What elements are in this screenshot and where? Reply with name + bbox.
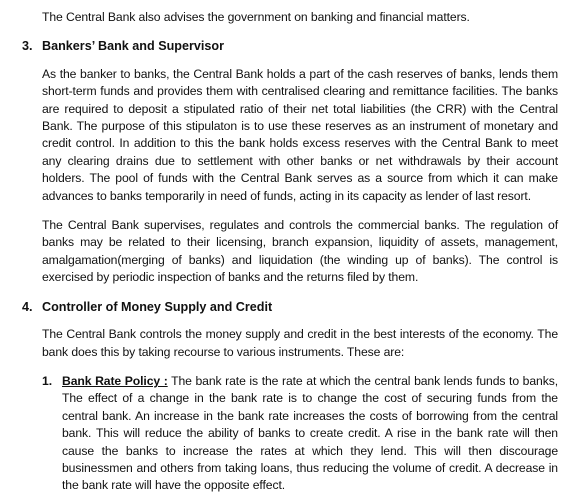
section-3-paragraph-1: As the banker to banks, the Central Bank holds a part of the cash reserves of banks, lends them short-term funds and provides them with centralised clearing and remittance facilities. The banks are required to deposit a stipulated ratio of their net total liabilities (the CRR) with the Central Bank. The purpose of this stipulaton is to use these reserves as an instrument of monetary and credit control. In addition to this the bank holds excess reserves with the Central Bank to meet any clearing drains due to settlement with other banks or net withdrawals by their account holders. The pool of funds with the Central Bank serves as a source from which it can make advances to banks temporarily in need of funds, acting in its capacity as lender of last resort.: [42, 66, 558, 203]
section-3-heading: [22, 38, 558, 55]
section-4-paragraph-1: The Central Bank controls the money supply and credit in the best interests of the economy. The bank does this by taking recourse to various instruments. These are:: [42, 327, 558, 359]
list-item-term: Bank Rate Policy :: [62, 373, 168, 388]
section-4-heading: [22, 299, 558, 316]
list-item-body: [62, 373, 558, 495]
section-4-number: 4.: [22, 299, 33, 314]
section-4-title: Controller of Money Supply and Credit: [42, 299, 273, 314]
list-item-number: 1.: [42, 373, 53, 388]
section-3-number: 3.: [22, 39, 33, 54]
list-item-bank-rate-policy: [42, 373, 558, 495]
list-item-text: The bank rate is the rate at which the central bank lends funds to banks, The effect of a change in the bank rate is to change the cost of securing funds from the central bank. An increase in the bank rate increases the costs of borrowing from the central bank. This will reduce the ability of banks to create credit. A rise in the bank rate will then cause the banks to increase the rates at which they lend. This will then discourage businessmen and others from taking loans, thus reducing the volume of credit. A decrease in the bank rate will have the opposite effect.: [62, 373, 558, 493]
intro-paragraph: The Central Bank also advises the government on banking and financial matters.: [42, 10, 470, 24]
section-3-title: Bankers’ Bank and Supervisor: [42, 39, 224, 54]
section-3-paragraph-2: The Central Bank supervises, regulates and controls the commercial banks. The regulation of banks may be related to their licensing, branch expansion, liquidity of assets, management, amalgamation(merging of banks) and liquidation (the winding up of banks). The control is exercised by periodic inspection of banks and the returns filed by them.: [42, 218, 558, 285]
